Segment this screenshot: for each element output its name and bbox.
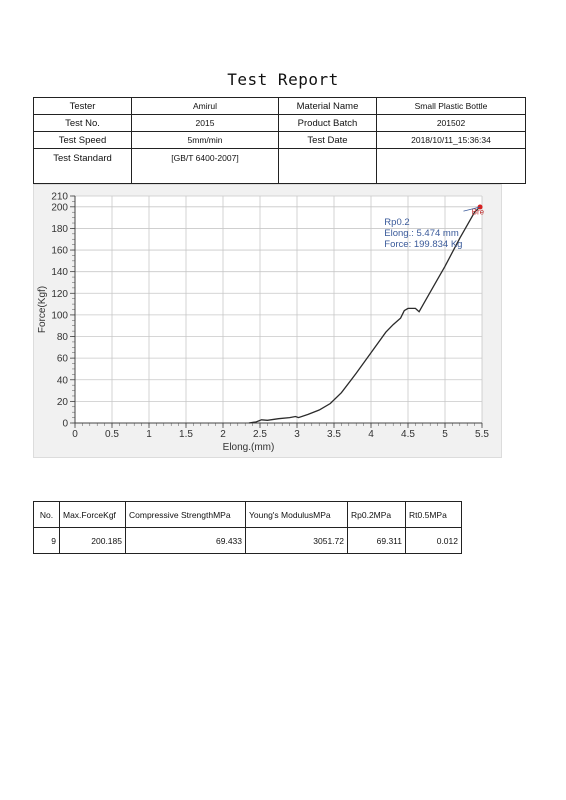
y-tick-label: 210 — [51, 191, 68, 203]
info-row — [34, 115, 526, 132]
x-tick-label: 3.5 — [327, 429, 341, 440]
x-tick-label: 5 — [442, 429, 448, 440]
y-tick-label: 80 — [56, 332, 68, 344]
date-label: Test Date — [279, 132, 377, 149]
results-data-row — [34, 528, 462, 554]
info-table — [33, 97, 526, 184]
chart-svg — [34, 185, 501, 457]
info-row — [34, 149, 526, 184]
empty-cell — [279, 149, 377, 184]
y-tick-label: 100 — [51, 310, 68, 322]
info-row — [34, 132, 526, 149]
material-label: Material Name — [279, 98, 377, 115]
x-tick-label: 0 — [72, 429, 78, 440]
x-tick-label: 4 — [368, 429, 374, 440]
test-no-value: 2015 — [132, 115, 279, 132]
annotation-line: Rp0.2 — [384, 217, 410, 229]
col-header-rt05: Rt0.5MPa — [406, 502, 462, 528]
cell-rp02: 69.311 — [348, 528, 406, 554]
results-header-row — [34, 502, 462, 528]
speed-label: Test Speed — [34, 132, 132, 149]
x-tick-label: 1 — [146, 429, 152, 440]
x-tick-label: 0.5 — [105, 429, 119, 440]
cell-compressive-strength: 69.433 — [126, 528, 246, 554]
report-title: Test Report — [227, 70, 339, 89]
annotation-line: Force: 199.834 Kg — [384, 239, 463, 251]
x-axis-title: Elong.(mm) — [222, 442, 275, 453]
col-header-no: No. — [34, 502, 60, 528]
y-tick-label: 60 — [56, 353, 68, 365]
cell-rt05: 0.012 — [406, 528, 462, 554]
x-tick-label: 1.5 — [179, 429, 193, 440]
batch-value: 201502 — [377, 115, 526, 132]
annotation-line: Elong.: 5.474 mm — [384, 228, 459, 240]
standard-label: Test Standard — [34, 149, 132, 184]
col-header-youngs-modulus: Young's ModulusMPa — [246, 502, 348, 528]
y-tick-label: 40 — [56, 375, 68, 387]
speed-value: 5mm/min — [132, 132, 279, 149]
material-value: Small Plastic Bottle — [377, 98, 526, 115]
standard-value: [GB/T 6400-2007] — [132, 149, 279, 184]
cell-no: 9 — [34, 528, 60, 554]
y-tick-label: 160 — [51, 245, 68, 257]
info-row — [34, 98, 526, 115]
x-tick-label: 2.5 — [253, 429, 267, 440]
annotation-tag: Bre — [471, 207, 485, 217]
force-elongation-chart — [33, 184, 502, 458]
y-tick-label: 140 — [51, 267, 68, 279]
empty-cell — [377, 149, 526, 184]
y-tick-label: 20 — [56, 396, 68, 408]
y-tick-label: 0 — [62, 418, 68, 430]
tester-label: Tester — [34, 98, 132, 115]
cell-max-force: 200.185 — [60, 528, 126, 554]
results-table — [33, 501, 462, 554]
col-header-max-force: Max.ForceKgf — [60, 502, 126, 528]
test-no-label: Test No. — [34, 115, 132, 132]
y-tick-label: 180 — [51, 223, 68, 235]
y-tick-label: 200 — [51, 202, 68, 214]
col-header-rp02: Rp0.2MPa — [348, 502, 406, 528]
batch-label: Product Batch — [279, 115, 377, 132]
x-tick-label: 2 — [220, 429, 226, 440]
cell-youngs-modulus: 3051.72 — [246, 528, 348, 554]
col-header-compressive-strength: Compressive StrengthMPa — [126, 502, 246, 528]
y-axis-title: Force(Kgf) — [37, 285, 48, 334]
x-tick-label: 3 — [294, 429, 300, 440]
tester-value: Amirul — [132, 98, 279, 115]
y-tick-label: 120 — [51, 288, 68, 300]
x-tick-label: 4.5 — [401, 429, 415, 440]
date-value: 2018/10/11_15:36:34 — [377, 132, 526, 149]
x-tick-label: 5.5 — [475, 429, 489, 440]
